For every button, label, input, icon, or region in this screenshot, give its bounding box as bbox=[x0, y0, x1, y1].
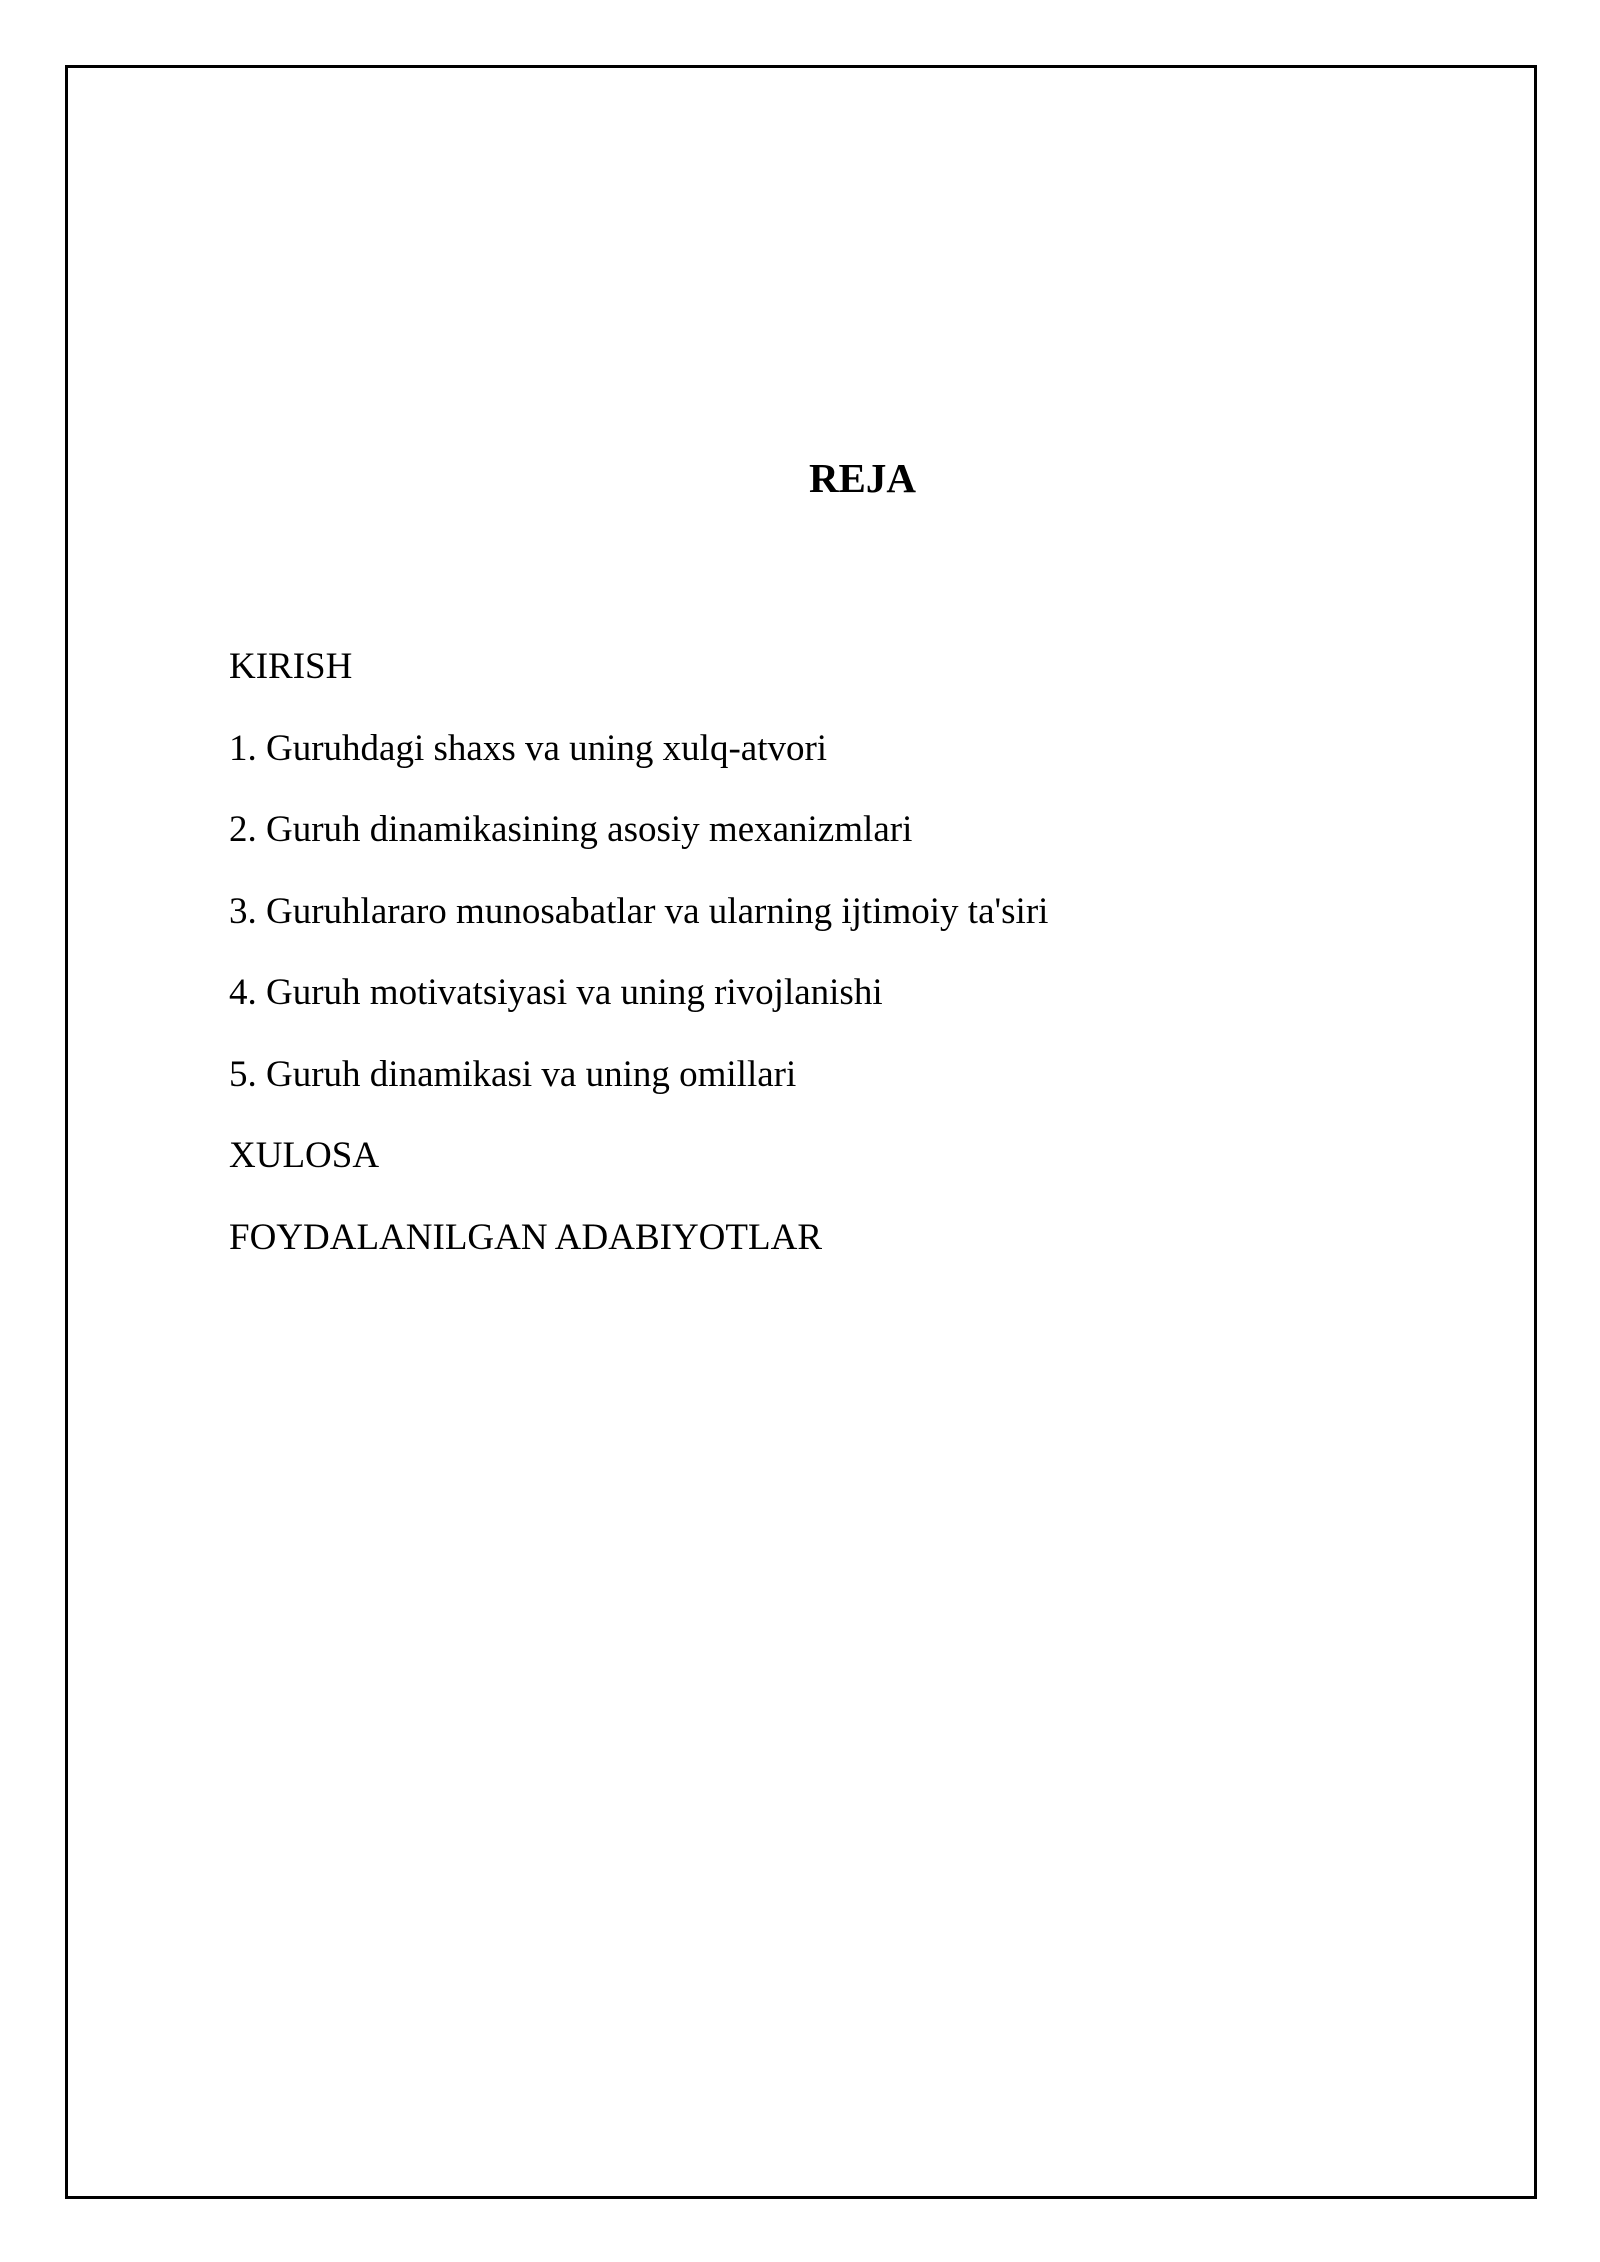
toc-item-conclusion: XULOSA bbox=[229, 1135, 380, 1176]
toc-item-introduction: KIRISH bbox=[229, 646, 353, 687]
toc-item-5: 5. Guruh dinamikasi va uning omillari bbox=[229, 1053, 797, 1095]
toc-item-3: 3. Guruhlararo munosabatlar va ularning ijtimoiy ta'siri bbox=[229, 890, 1049, 932]
page-title: REJA bbox=[808, 455, 917, 501]
toc-item-4: 4. Guruh motivatsiyasi va uning rivojlanishi bbox=[229, 972, 883, 1013]
toc-item-2: 2. Guruh dinamikasining asosiy mexanizmlari bbox=[229, 809, 913, 850]
table-of-contents bbox=[229, 643, 1048, 1295]
toc-item-1: 1. Guruhdagi shaxs va uning xulq-atvori bbox=[229, 727, 828, 769]
toc-item-references: FOYDALANILGAN ADABIYOTLAR bbox=[229, 1216, 822, 1258]
